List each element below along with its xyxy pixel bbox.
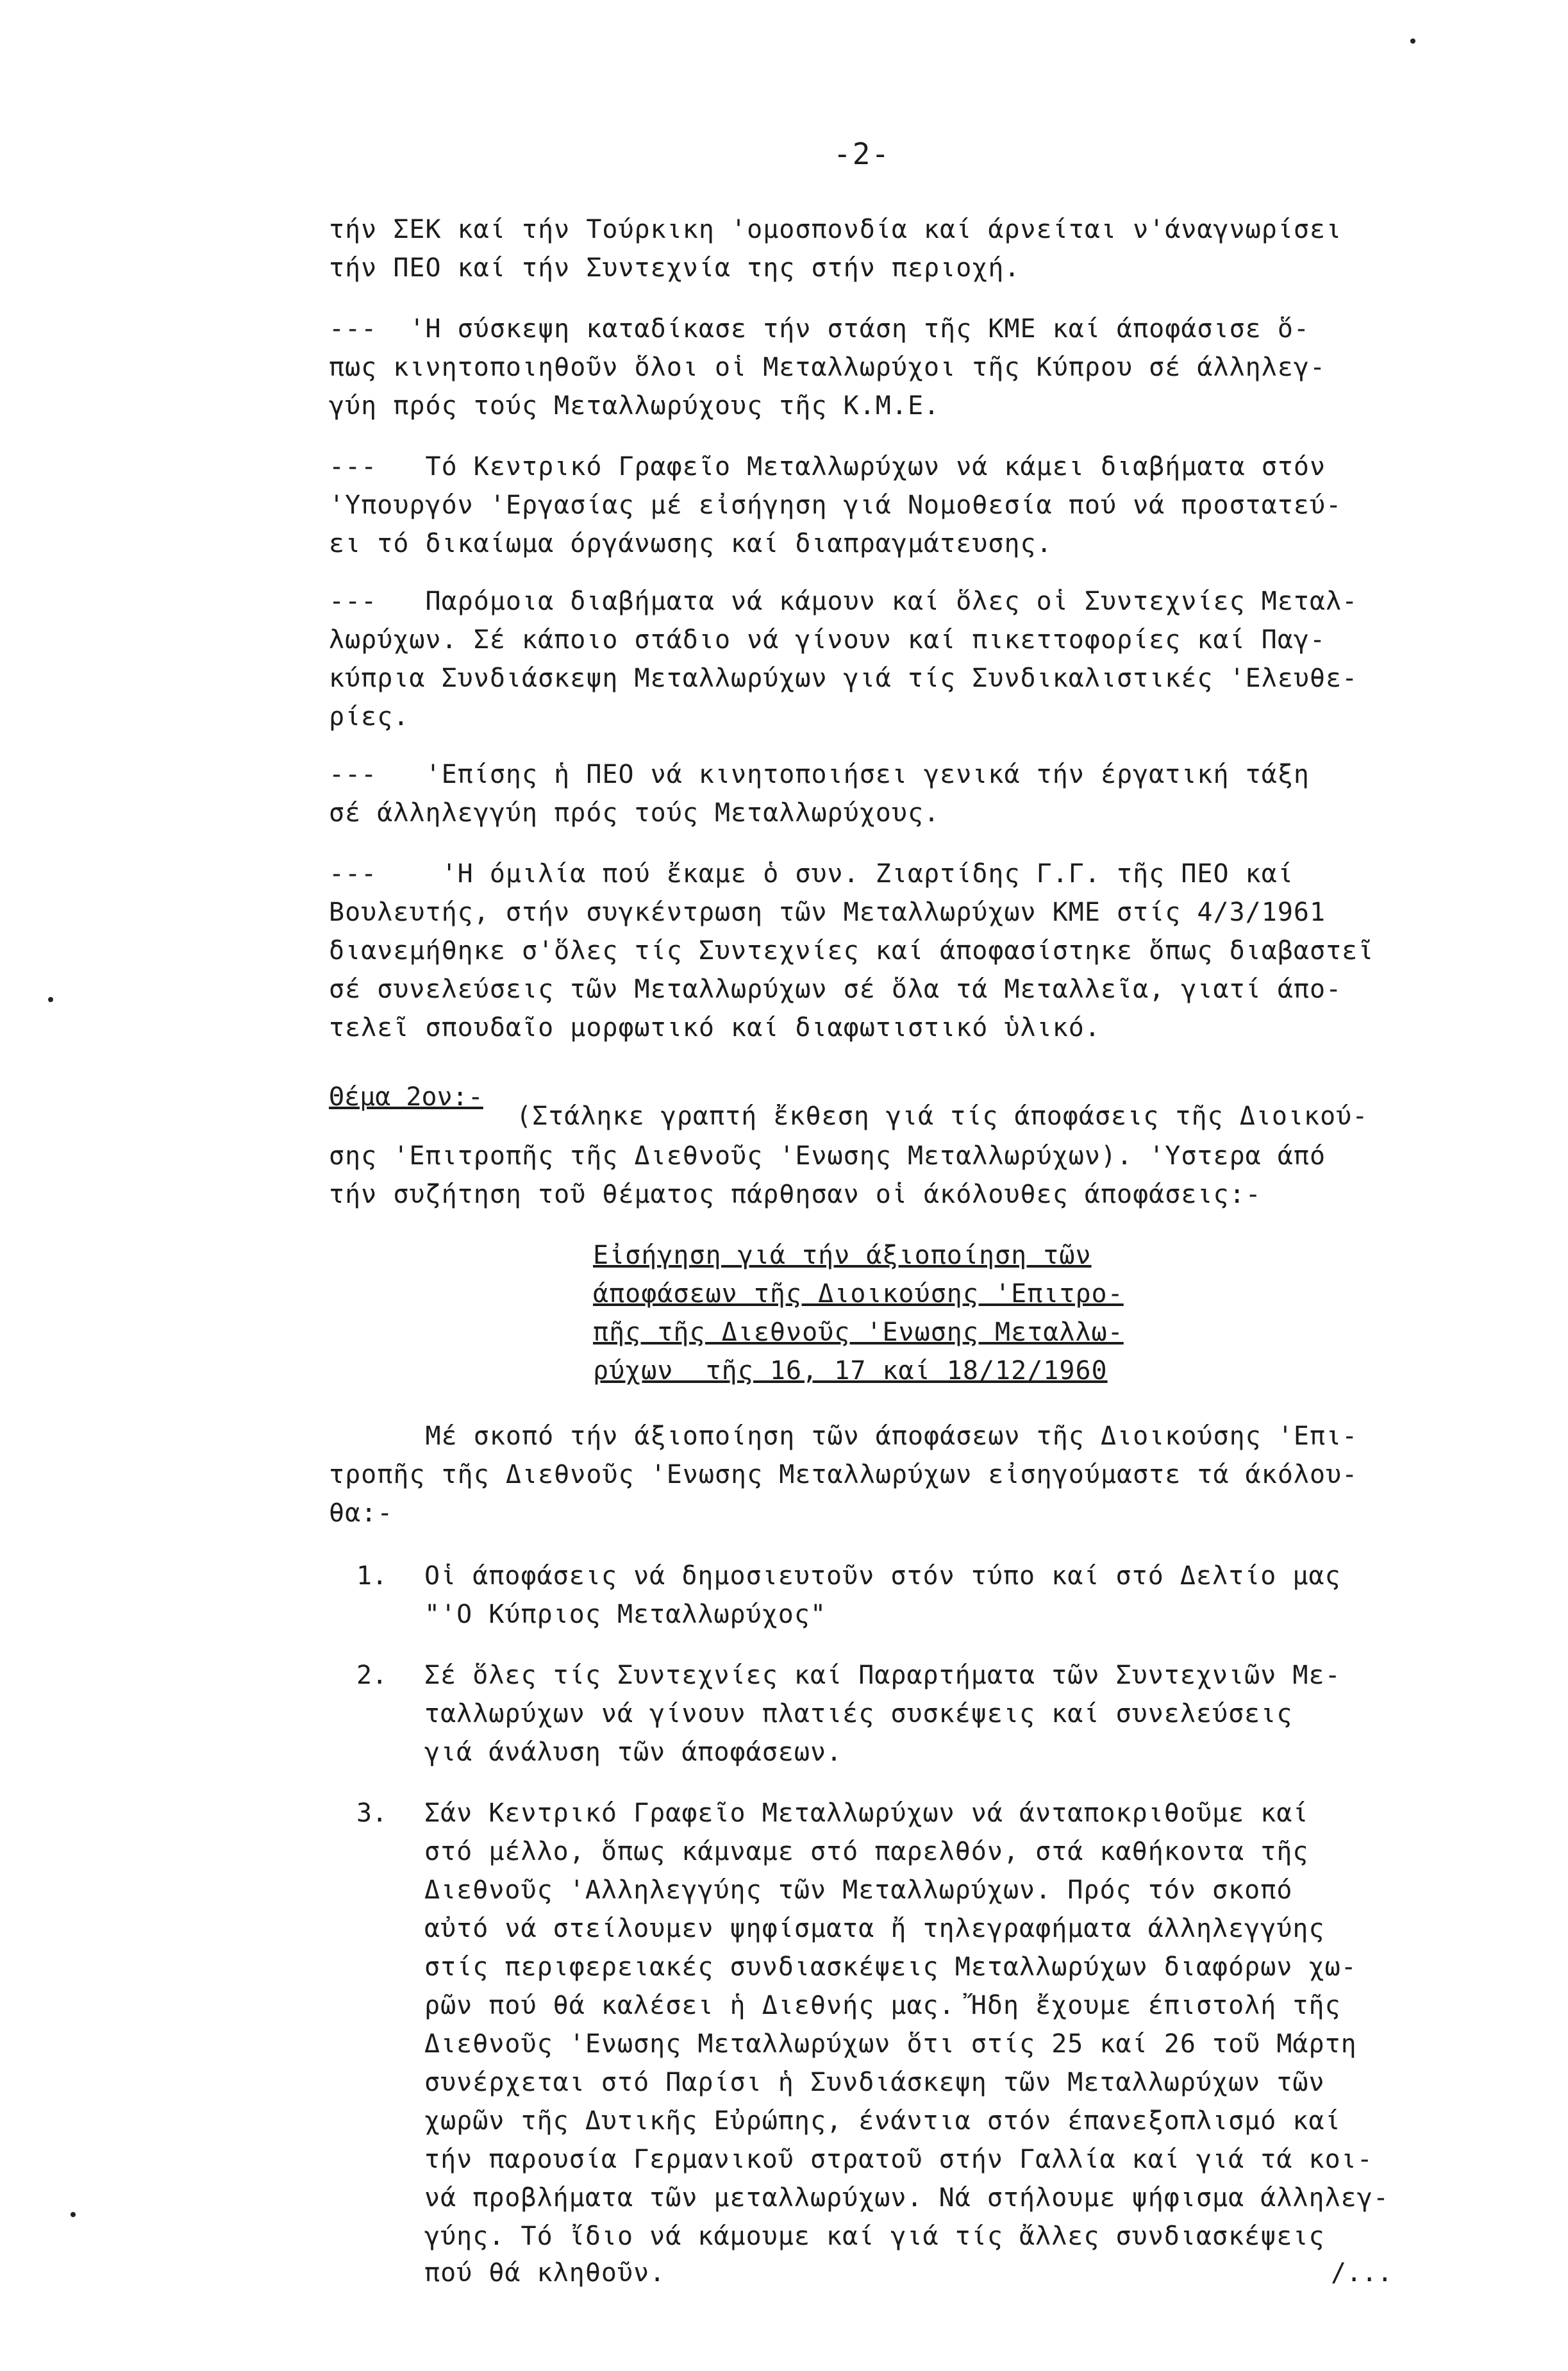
item-3-line: τήν παρουσία Γερμανικοῦ στρατοῦ στήν Γαλλία καί γιά τά κοι- xyxy=(424,2145,1373,2174)
item-3-line: Σάν Κεντρικό Γραφεῖο Μεταλλωρύχων νά άνταποκριθοῦμε καί xyxy=(424,1798,1309,1828)
resolution-3-line: λωρύχων. Σέ κάποιο στάδιο νά γίνουν καί πικεττοφορίες καί Παγ- xyxy=(329,625,1326,655)
item-1-line: "'Ο Κύπριος Μεταλλωρύχος" xyxy=(424,1600,827,1629)
item-3-line: νά προβλήματα τῶν μεταλλωρύχων. Νά στήλουμε ψήφισμα άλληλεγ- xyxy=(424,2183,1389,2213)
scan-speck xyxy=(48,997,53,1002)
resolution-1-line: πως κινητοποιηθοῦν ὅλοι οἱ Μεταλλωρύχοι τῆς Κύπρου σέ άλληλεγ- xyxy=(329,353,1326,382)
proposal-heading-line: Εἰσήγηση γιά τήν άξιοποίηση τῶν xyxy=(593,1241,1092,1270)
scan-speck xyxy=(1410,38,1415,44)
item-3-line: αὐτό νά στείλουμεν ψηφίσματα ἤ τηλεγραφήματα άλληλεγγύης xyxy=(424,1914,1325,1943)
item-3-line: στίς περιφερειακές συνδιασκέψεις Μεταλλωρύχων διαφόρων χω- xyxy=(424,1952,1357,1982)
body-line: τροπῆς τῆς Διεθνοῦς 'Ενωσης Μεταλλωρύχων εἰσηγούμαστε τά άκόλου- xyxy=(329,1460,1358,1489)
item-number: 3. xyxy=(356,1798,388,1828)
proposal-heading-line: πῆς τῆς Διεθνοῦς 'Ενωσης Μεταλλω- xyxy=(593,1318,1124,1347)
scan-speck xyxy=(71,2212,76,2217)
intro-line: τήν ΠΕΟ καί τήν Συντεχνία της στήν περιοχή. xyxy=(329,253,1021,283)
item-3-line: χωρῶν τῆς Δυτικῆς Εὐρώπης, ένάντια στόν έπανεξοπλισμό καί xyxy=(424,2106,1341,2136)
resolution-2-line: --- Τό Κεντρικό Γραφεῖο Μεταλλωρύχων νά κάμει διαβήματα στόν xyxy=(329,452,1326,482)
body-line: Μέ σκοπό τήν άξιοποίηση τῶν άποφάσεων τῆς Διοικούσης 'Επι- xyxy=(329,1421,1358,1451)
theme-line: σης 'Επιτροπῆς τῆς Διεθνοῦς 'Ενωσης Μεταλλωρύχων). 'Υστερα άπό xyxy=(329,1141,1326,1171)
resolution-3-line: --- Παρόμοια διαβήματα νά κάμουν καί ὅλες οἱ Συντεχνίες Μεταλ- xyxy=(329,587,1358,616)
continuation-mark: /... xyxy=(1331,2258,1393,2288)
item-number: 1. xyxy=(356,1561,388,1591)
body-line: θα:- xyxy=(329,1498,394,1528)
page-number: -2- xyxy=(833,137,891,171)
resolution-5-line: τελεῖ σπουδαῖο μορφωτικό καί διαφωτιστικό ὑλικό. xyxy=(329,1013,1101,1043)
theme-line: (Στάληκε γραπτή ἔκθεση γιά τίς άποφάσεις τῆς Διοικού- xyxy=(516,1102,1369,1131)
resolution-5-line: σέ συνελεύσεις τῶν Μεταλλωρύχων σέ ὅλα τά Μεταλλεῖα, γιατί άπο- xyxy=(329,975,1342,1004)
proposal-heading-line: άποφάσεων τῆς Διοικούσης 'Επιτρο- xyxy=(593,1279,1124,1309)
resolution-3-line: ρίες. xyxy=(329,702,410,732)
item-3-line: στό μέλλο, ὅπως κάμναμε στό παρελθόν, στά καθήκοντα τῆς xyxy=(424,1837,1309,1866)
item-3-line: Διεθνοῦς 'Ενωσης Μεταλλωρύχων ὅτι στίς 25 καί 26 τοῦ Μάρτη xyxy=(424,2029,1357,2059)
item-3-line: γύης. Τό ἴδιο νά κάμουμε καί γιά τίς ἄλλες συνδιασκέψεις xyxy=(424,2222,1325,2251)
theme-label: Θέμα 2ον:- xyxy=(329,1082,483,1112)
resolution-3-line: κύπρια Συνδιάσκεψη Μεταλλωρύχων γιά τίς Συνδικαλιστικές 'Ελευθε- xyxy=(329,664,1358,693)
item-3-line: συνέρχεται στό Παρίσι ἡ Συνδιάσκεψη τῶν Μεταλλωρύχων τῶν xyxy=(424,2068,1325,2097)
resolution-5-line: --- 'Η όμιλία πού ἔκαμε ὁ συν. Ζιαρτίδης Γ.Γ. τῆς ΠΕΟ καί xyxy=(329,859,1294,889)
resolution-5-line: διανεμήθηκε σ'ὅλες τίς Συντεχνίες καί άποφασίστηκε ὅπως διαβαστεῖ xyxy=(329,936,1374,966)
item-3-line: Διεθνοῦς 'Αλληλεγγύης τῶν Μεταλλωρύχων. Πρός τόν σκοπό xyxy=(424,1875,1293,1905)
item-number: 2. xyxy=(356,1661,388,1690)
resolution-1-line: γύη πρός τούς Μεταλλωρύχους τῆς Κ.Μ.Ε. xyxy=(329,391,940,421)
item-2-line: γιά άνάλυση τῶν άποφάσεων. xyxy=(424,1738,843,1767)
resolution-1-line: --- 'Η σύσκεψη καταδίκασε τήν στάση τῆς ΚΜΕ καί άποφάσισε ὅ- xyxy=(329,314,1310,344)
item-2-line: ταλλωρύχων νά γίνουν πλατιές συσκέψεις καί συνελεύσεις xyxy=(424,1699,1293,1729)
resolution-5-line: Βουλευτής, στήν συγκέντρωση τῶν Μεταλλωρύχων ΚΜΕ στίς 4/3/1961 xyxy=(329,898,1326,927)
resolution-2-line: ει τό δικαίωμα όργάνωσης καί διαπραγμάτευσης. xyxy=(329,529,1053,558)
item-1-line: Οἱ άποφάσεις νά δημοσιευτοῦν στόν τύπο καί στό Δελτίο μας xyxy=(424,1561,1341,1591)
resolution-4-line: σέ άλληλεγγύη πρός τούς Μεταλλωρύχους. xyxy=(329,798,940,828)
item-3-line: πού θά κληθοῦν. xyxy=(424,2258,666,2288)
item-3-line: ρῶν πού θά καλέσει ἡ Διεθνής μας. Ἤδη ἔχουμε έπιστολή τῆς xyxy=(424,1991,1341,2020)
proposal-heading-line: ρύχων τῆς 16, 17 καί 18/12/1960 xyxy=(593,1356,1108,1386)
resolution-4-line: --- 'Επίσης ἡ ΠΕΟ νά κινητοποιήσει γενικά τήν έργατική τάξη xyxy=(329,760,1310,789)
resolution-2-line: 'Υπουργόν 'Εργασίας μέ εἰσήγηση γιά Νομοθεσία πού νά προστατεύ- xyxy=(329,490,1342,520)
theme-line: τήν συζήτηση τοῦ θέματος πάρθησαν οἱ άκόλουθες άποφάσεις:- xyxy=(329,1180,1262,1209)
item-2-line: Σέ ὅλες τίς Συντεχνίες καί Παραρτήματα τῶν Συντεχνιῶν Με- xyxy=(424,1661,1341,1690)
intro-line: τήν ΣΕΚ καί τήν Τούρκικη 'ομοσπονδία καί άρνείται ν'άναγνωρίσει xyxy=(329,215,1342,244)
